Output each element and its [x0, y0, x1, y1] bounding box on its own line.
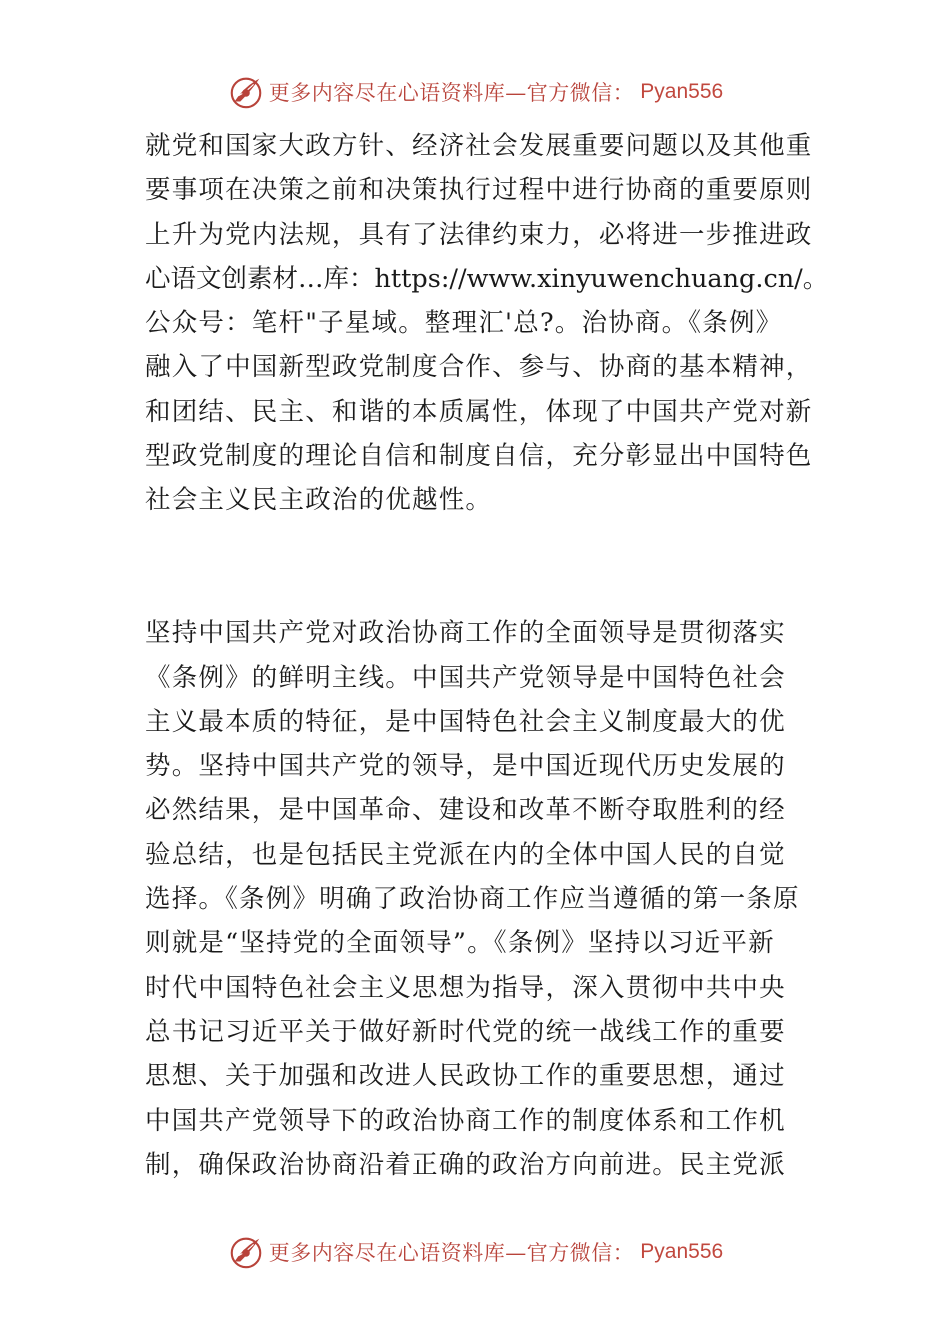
- text-line: 时代中国特色社会主义思想为指导，深入贯彻中共中央: [145, 972, 786, 1003]
- header-wechat-id: Pyan556: [640, 80, 724, 103]
- text-line: 制，确保政治协商沿着正确的政治方向前进。民主党派: [145, 1149, 786, 1180]
- text-line: 融入了中国新型政党制度合作、参与、协商的基本精神，: [145, 352, 813, 383]
- text-line: 《条例》的鲜明主线。中国共产党领导是中国特色社会: [145, 662, 786, 693]
- brand-logo-icon: [227, 73, 265, 111]
- text-line: 必然结果，是中国革命、建设和改革不断夺取胜利的经: [145, 795, 786, 826]
- text-line: 公众号：笔杆"子星域。整理汇'总?。治协商。《条例》: [145, 308, 783, 339]
- text-line: 坚持中国共产党对政治协商工作的全面领导是贯彻落实: [145, 618, 786, 649]
- text-line: 思想、关于加强和改进人民政协工作的重要思想，通过: [145, 1061, 786, 1092]
- footer-banner-text: 更多内容尽在心语资料库—官方微信：: [268, 1241, 635, 1265]
- document-body: [145, 124, 830, 1187]
- text-line: 上升为党内法规，具有了法律约束力，必将进一步推进政: [145, 219, 813, 250]
- footer-wechat-id: Pyan556: [640, 1240, 724, 1263]
- text-line: 中国共产党领导下的政治协商工作的制度体系和工作机: [145, 1105, 786, 1136]
- text-line: 心语文创素材…库：https://www.xinyuwenchuang.cn/。: [145, 263, 829, 294]
- paragraph-1: [145, 124, 830, 523]
- text-line: 选择。《条例》明确了政治协商工作应当遵循的第一条原: [145, 884, 800, 915]
- text-line: 总书记习近平关于做好新时代党的统一战线工作的重要: [145, 1016, 786, 1047]
- header-banner: [0, 70, 950, 114]
- paragraph-2: [145, 611, 830, 1187]
- text-line: 要事项在决策之前和决策执行过程中进行协商的重要原则: [145, 175, 813, 206]
- brand-logo-icon: [227, 1233, 265, 1271]
- text-line: 社会主义民主政治的优越性。: [145, 485, 493, 516]
- text-line: 就党和国家大政方针、经济社会发展重要问题以及其他重: [145, 131, 813, 161]
- text-line: 则就是“坚持党的全面领导”。《条例》坚持以习近平新: [145, 928, 775, 959]
- paragraph-gap: [145, 523, 830, 567]
- footer-banner: [0, 1230, 950, 1274]
- text-line: 型政党制度的理论自信和制度自信，充分彰显出中国特色: [145, 441, 813, 472]
- paragraph-gap: [145, 567, 830, 611]
- text-line: 势。坚持中国共产党的领导，是中国近现代历史发展的: [145, 751, 786, 782]
- text-line: 验总结，也是包括民主党派在内的全体中国人民的自觉: [145, 839, 786, 870]
- text-line: 和团结、民主、和谐的本质属性，体现了中国共产党对新: [145, 396, 813, 427]
- text-line: 主义最本质的特征，是中国特色社会主义制度最大的优: [145, 706, 786, 737]
- header-banner-text: 更多内容尽在心语资料库—官方微信：: [268, 81, 635, 105]
